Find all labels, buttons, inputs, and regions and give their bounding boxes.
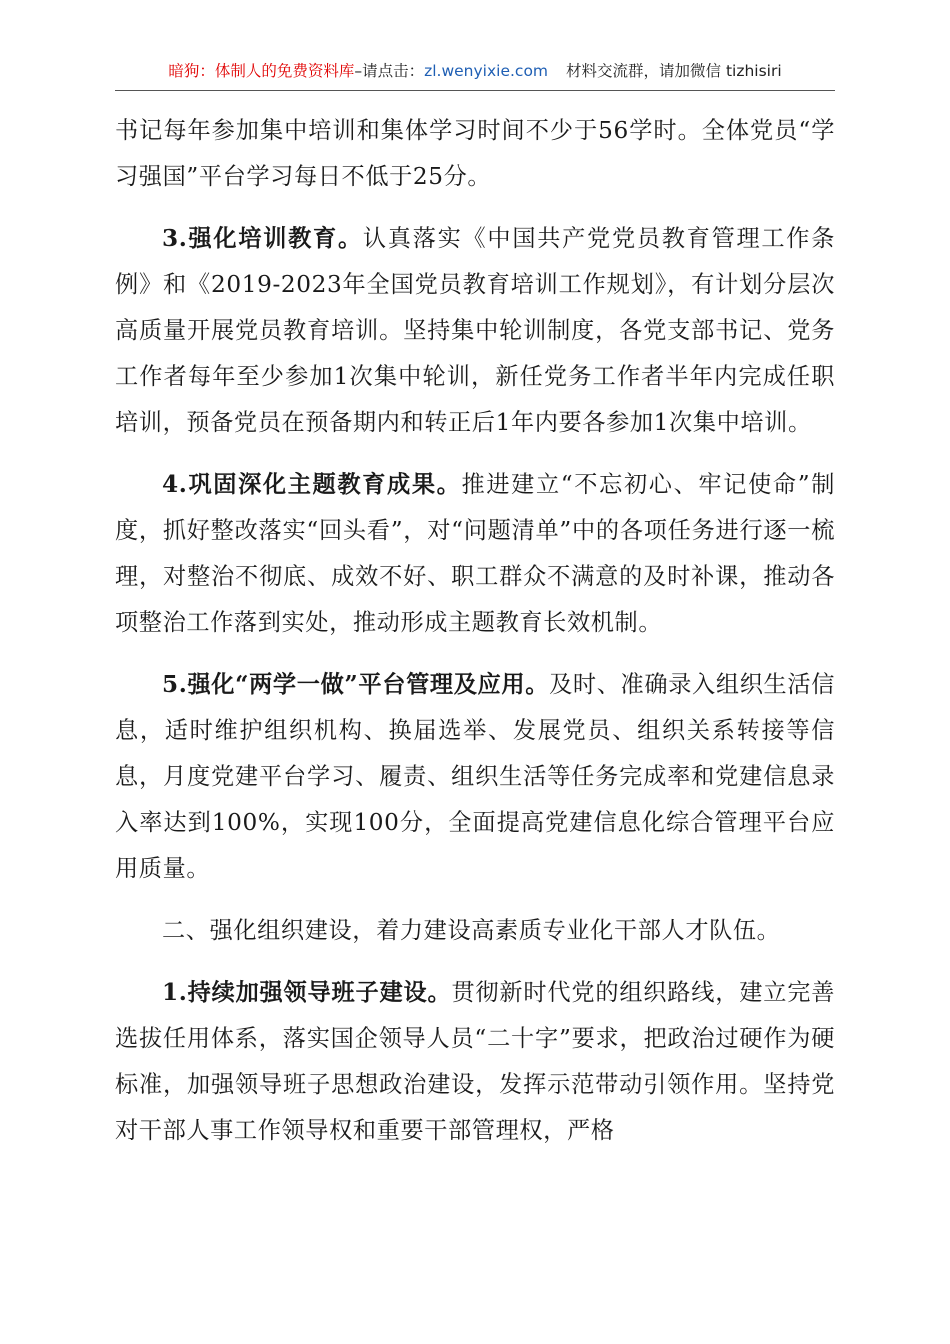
header-brand: 暗狗：体制人的免费资料库 xyxy=(168,62,355,80)
section-heading: 二、强化组织建设，着力建设高素质专业化干部人才队伍。 xyxy=(162,917,781,944)
document-body xyxy=(115,108,835,1154)
page-header xyxy=(0,60,950,96)
paragraph-lead: 1.持续加强领导班子建设。 xyxy=(162,979,452,1006)
paragraph-lead: 4.巩固深化主题教育成果。 xyxy=(162,471,462,498)
paragraph-platform-management xyxy=(115,662,835,892)
header-link[interactable]: zl.wenyixie.com xyxy=(424,62,549,80)
paragraph-body: 贯彻新时代党的组织路线，建立完善选拔任用体系，落实国企领导人员“二十字”要求，把政治过硬作为硬标准，加强领导班子思想政治建设，发挥示范带动引领作用。坚持党对干部人事工作领导权和重要干部管理权，严格 xyxy=(115,979,835,1144)
paragraph-theme-education xyxy=(115,462,835,646)
paragraph-lead: 5.强化“两学一做”平台管理及应用。 xyxy=(162,671,550,698)
paragraph-lead: 3.强化培训教育。 xyxy=(162,225,363,252)
paragraph-leadership-building xyxy=(115,970,835,1154)
header-divider xyxy=(115,90,835,91)
paragraph-body: 书记每年参加集中培训和集体学习时间不少于56学时。全体党员“学习强国”平台学习每日不低于25分。 xyxy=(115,117,835,190)
paragraph-body: 认真落实《中国共产党党员教育管理工作条例》和《2019-2023年全国党员教育培训工作规划》，有计划分层次高质量开展党员教育培训。坚持集中轮训制度，各党支部书记、党务工作者每年至少参加1次集中轮训，新任党务工作者半年内完成任职培训，预备党员在预备期内和转正后1年内要各参加1次集中培训。 xyxy=(115,225,835,436)
header-wechat: 材料交流群，请加微信 tizhisiri xyxy=(566,62,782,80)
paragraph-body: 推进建立“不忘初心、牢记使命”制度，抓好整改落实“回头看”，对“问题清单”中的各项任务进行逐一梳理，对整治不彻底、成效不好、职工群众不满意的及时补课，推动各项整治工作落到实处，推动形成主题教育长效机制。 xyxy=(115,471,835,636)
header-banner xyxy=(0,60,950,82)
paragraph-training-education xyxy=(115,216,835,446)
paragraph-body: 及时、准确录入组织生活信息，适时维护组织机构、换届选举、发展党员、组织关系转接等信息，月度党建平台学习、履责、组织生活等任务完成率和党建信息录入率达到100%，实现100分，全面提高党建信息化综合管理平台应用质量。 xyxy=(115,671,835,882)
header-prompt: –请点击： xyxy=(354,62,425,80)
paragraph-continuation xyxy=(115,108,835,200)
